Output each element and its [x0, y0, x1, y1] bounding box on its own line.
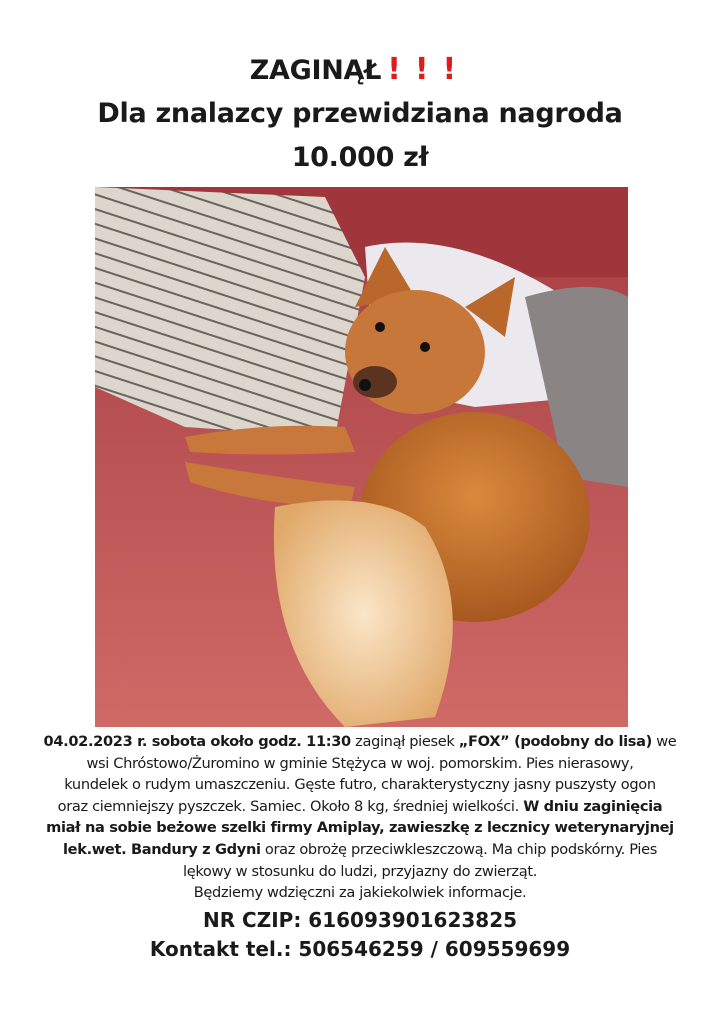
reward-amount: 10.000 zł — [291, 142, 429, 173]
description-line — [0, 861, 720, 883]
text: oraz ciemniejszy pyszczek. Samiec. Około 8 kg, średniej wielkości. — [57, 797, 524, 815]
bold-text: „FOX” (podobny do lisa) — [458, 733, 652, 750]
exclamation-marks: !!! — [387, 52, 471, 87]
dog-photo — [95, 187, 628, 727]
description-line — [0, 882, 720, 904]
bold-text: 04.02.2023 r. sobota około godz. 11:30 — [43, 733, 351, 750]
description — [0, 731, 720, 904]
text: wsi Chróstowo/Żuromino w gminie Stężyca w woj. pomorskim. Pies nierasowy, — [86, 754, 634, 772]
text: zaginął piesek — [350, 733, 459, 750]
text: Będziemy wdzięczni za jakiekolwiek informacje. — [193, 884, 527, 902]
text: lękowy w stosunku do ludzi, przyjazny do zwierząt. — [183, 862, 537, 880]
description-line — [0, 731, 720, 753]
bold-text: W dniu zaginięcia — [523, 797, 663, 815]
text: oraz obrożę przeciwkleszczową. Ma chip podskórny. Pies — [260, 840, 657, 858]
reward-line: Dla znalazcy przewidziana nagroda — [97, 98, 623, 129]
text: we — [651, 733, 677, 750]
contact-phone: Kontakt tel.: 506546259 / 609559699 — [149, 937, 571, 961]
description-line — [0, 796, 720, 818]
bold-text: miał na sobie beżowe szelki firmy Amiplay, zawieszkę z lecznicy weterynaryjnej — [46, 819, 674, 837]
chip-number: NR CZIP: 616093901623825 — [202, 908, 518, 932]
text: kundelek o rudym umaszczeniu. Gęste futro, charakterystyczny jasny puszysty ogon — [64, 776, 656, 794]
bold-text: lek.wet. Bandury z Gdyni — [63, 840, 261, 858]
title — [0, 52, 720, 87]
description-line — [0, 774, 720, 796]
description-line — [0, 753, 720, 775]
title-text: ZAGINĄŁ — [249, 55, 382, 86]
description-line — [0, 839, 720, 861]
description-line — [0, 817, 720, 839]
